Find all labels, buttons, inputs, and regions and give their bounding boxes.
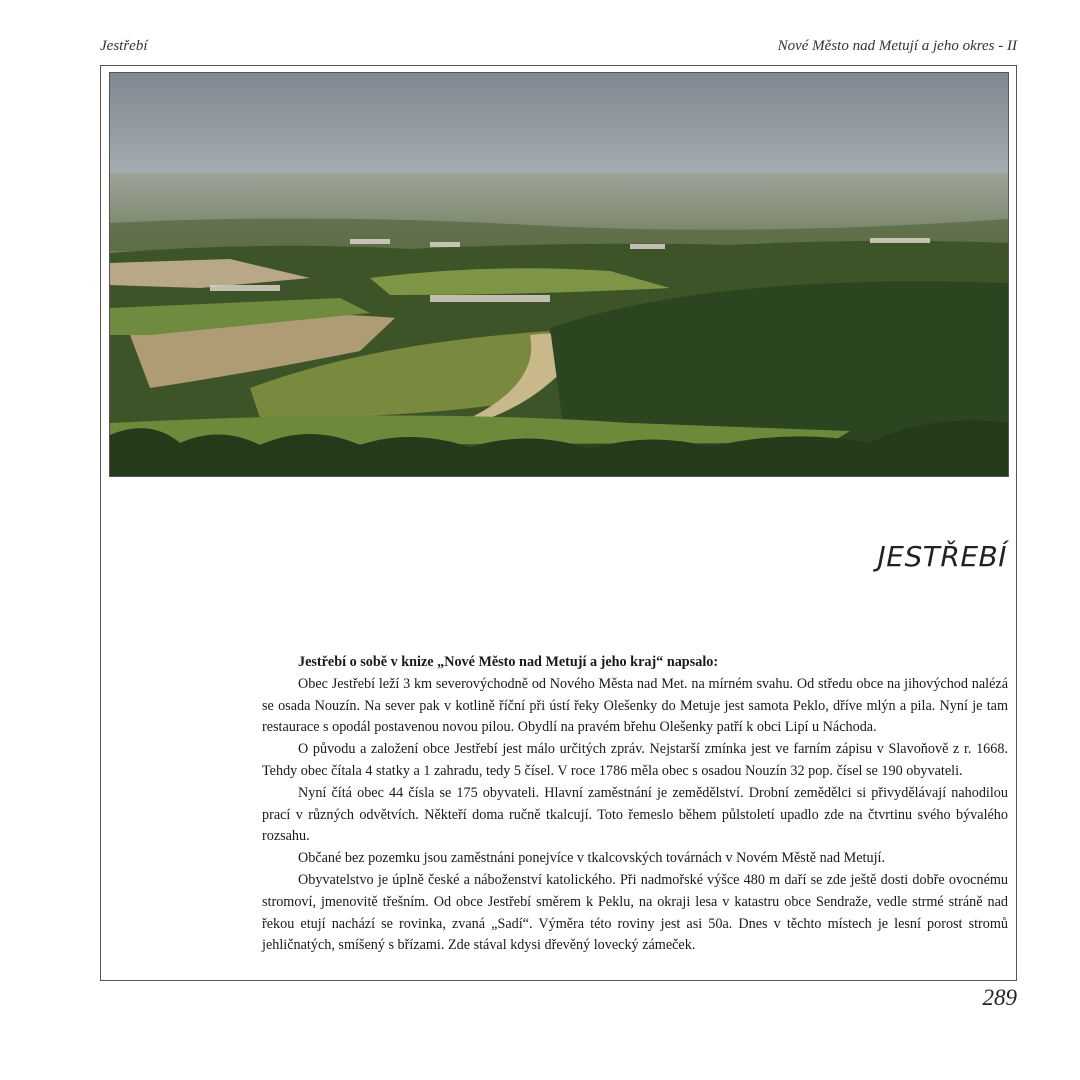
- lead-paragraph: Jestřebí o sobě v knize „Nové Město nad Metují a jeho kraj“ napsalo:: [298, 654, 719, 670]
- landscape-photo-icon: [110, 73, 1008, 476]
- running-header-right: Nové Město nad Metují a jeho okres - II: [777, 38, 1017, 54]
- paragraph: Nyní čítá obec 44 čísla se 175 obyvateli. Hlavní zaměstnání je zemědělství. Drobní zemědělci si přivydělávají nahodilou prací v různých odvětvích. Někteří doma ručně tkalcují. Toto řemeslo během půlstoletí upadlo zde na čtvrtinu svého bývalého rozsahu.: [262, 784, 1008, 845]
- chapter-title: JESTŘEBÍ: [877, 540, 1007, 573]
- landscape-photo: [109, 72, 1009, 477]
- page-number: 289: [982, 985, 1017, 1010]
- paragraph: Obec Jestřebí leží 3 km severovýchodně od Nového Města nad Met. na mírném svahu. Od středu obce na jihovýchod nalézá se osada Nouzín. Na sever pak v kotlině říční při ústí řeky Olešenky do Metuje jest samota Peklo, dříve mlýn a pila. Nyní je tam restaurace s opodál postavenou novou pilou. Obydlí na pravém břehu Olešenky patří k obci Lipí u Náchoda.: [262, 675, 1008, 736]
- sky: [110, 73, 1008, 183]
- running-header-left: Jestřebí: [100, 38, 148, 54]
- paragraph: Občané bez pozemku jsou zaměstnáni ponejvíce v tkalcovských továrnách v Novém Městě nad Metují.: [298, 850, 886, 867]
- paragraph: O původu a založení obce Jestřebí jest málo určitých zpráv. Nejstarší zmínka jest ve farním zápisu v Slavoňově z r. 1668. Tehdy obec čítala 4 statky a 1 zahradu, tedy 5 čísel. V roce 1786 měla obec s osadou Nouzín 32 pop. čísel se 190 obyvateli.: [262, 741, 1008, 779]
- paragraph: Obyvatelstvo je úplně české a náboženství katolického. Při nadmořské výšce 480 m daří se zde ještě dosti dobře ovocnému stromoví, jmenovitě třešním. Od obce Jestřebí směrem k Peklu, na okraji lesa v katastru obce Sendraže, vedle strmé stráně nad řekou etují nachází se rovinka, zvaná „Sadí“. Výměra této roviny jest asi 50a. Dnes v těchto místech je lesní porost stromů jehličnatých, smíšený s břízami. Zde stával kdysi dřevěný lovecký zámeček.: [262, 871, 1008, 954]
- body-text: [262, 652, 1008, 957]
